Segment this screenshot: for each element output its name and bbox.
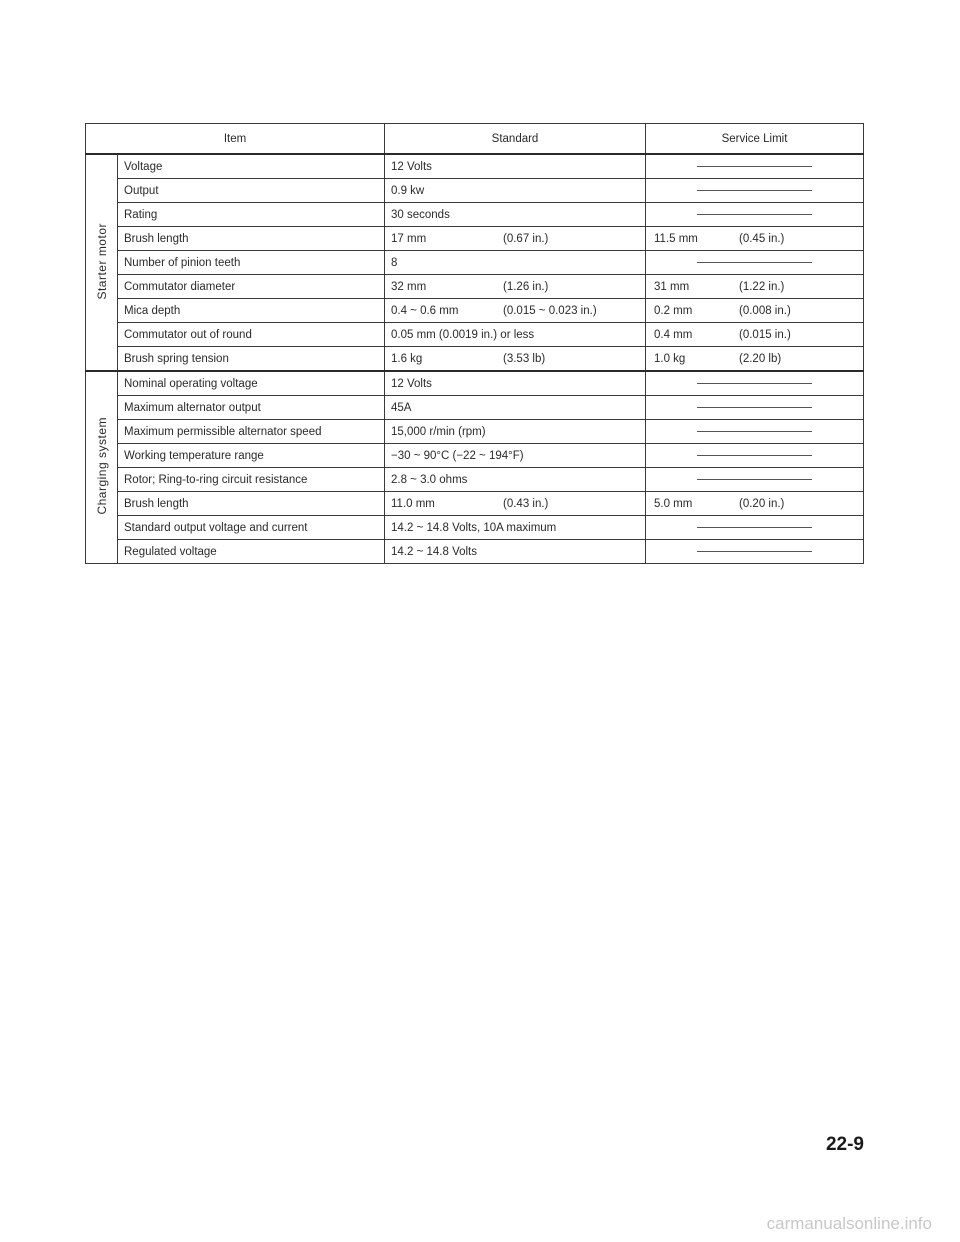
service-limit-cell — [646, 275, 864, 299]
header-item: Item — [86, 124, 385, 155]
standard-value: 32 mm — [391, 280, 427, 293]
item-cell: Output — [118, 179, 385, 203]
item-cell: Brush length — [118, 492, 385, 516]
standard-cell — [385, 371, 646, 396]
standard-value: 14.2 ~ 14.8 Volts — [391, 545, 477, 558]
item-cell: Rotor; Ring-to-ring circuit resistance — [118, 468, 385, 492]
standard-cell — [385, 251, 646, 275]
service-limit-cell — [646, 251, 864, 275]
limit-value: 0.2 mm — [654, 304, 693, 317]
table-row — [86, 179, 864, 203]
table-row — [86, 420, 864, 444]
item-cell: Regulated voltage — [118, 540, 385, 564]
item-cell: Working temperature range — [118, 444, 385, 468]
standard-cell — [385, 203, 646, 227]
standard-cell — [385, 323, 646, 347]
standard-value: −30 ~ 90°C (−22 ~ 194°F) — [391, 449, 524, 462]
table-row — [86, 203, 864, 227]
limit-value: 5.0 mm — [654, 497, 693, 510]
service-limit-cell — [646, 179, 864, 203]
limit-value: 1.0 kg — [654, 352, 686, 365]
service-limit-cell — [646, 203, 864, 227]
standard-value-inch: (3.53 lb) — [503, 352, 546, 365]
no-limit-dash — [697, 214, 812, 215]
service-limit-cell — [646, 420, 864, 444]
limit-value: 0.4 mm — [654, 328, 693, 341]
standard-value: 0.05 mm (0.0019 in.) or less — [391, 328, 535, 341]
standard-value-inch: (1.26 in.) — [503, 280, 549, 293]
service-limit-cell — [646, 396, 864, 420]
standard-value: 30 seconds — [391, 208, 450, 221]
table-row — [86, 540, 864, 564]
table-row — [86, 444, 864, 468]
service-limit-cell — [646, 444, 864, 468]
standard-cell — [385, 468, 646, 492]
limit-value-inch: (1.22 in.) — [739, 280, 785, 293]
standard-value: 14.2 ~ 14.8 Volts, 10A maximum — [391, 521, 557, 534]
table-row — [86, 275, 864, 299]
no-limit-dash — [697, 431, 812, 432]
service-limit-cell — [646, 516, 864, 540]
service-limit-cell — [646, 468, 864, 492]
standard-cell — [385, 275, 646, 299]
standard-value: 0.4 ~ 0.6 mm — [391, 304, 459, 317]
standard-value: 11.0 mm — [391, 497, 435, 510]
item-cell: Nominal operating voltage — [118, 371, 385, 396]
standard-cell — [385, 154, 646, 179]
service-limit-cell — [646, 299, 864, 323]
header-row — [86, 124, 864, 155]
standard-value: 0.9 kw — [391, 184, 425, 197]
no-limit-dash — [697, 190, 812, 191]
table-row — [86, 492, 864, 516]
table-row — [86, 299, 864, 323]
limit-value: 31 mm — [654, 280, 690, 293]
standard-value: 2.8 ~ 3.0 ohms — [391, 473, 468, 486]
standard-value: 12 Volts — [391, 377, 432, 390]
item-cell: Voltage — [118, 154, 385, 179]
standard-value: 15,000 r/min (rpm) — [391, 425, 486, 438]
watermark-text: carmanualsonline.info — [766, 1214, 932, 1233]
item-cell: Commutator diameter — [118, 275, 385, 299]
table-row — [86, 371, 864, 396]
header-standard: Standard — [385, 124, 646, 155]
item-cell: Number of pinion teeth — [118, 251, 385, 275]
limit-value-inch: (2.20 lb) — [739, 352, 782, 365]
service-limit-cell — [646, 227, 864, 251]
item-cell: Maximum alternator output — [118, 396, 385, 420]
item-cell: Rating — [118, 203, 385, 227]
standard-value-inch: (0.67 in.) — [503, 232, 549, 245]
standard-value-inch: (0.43 in.) — [503, 497, 549, 510]
standard-value-inch: (0.015 ~ 0.023 in.) — [503, 304, 597, 317]
table-row — [86, 396, 864, 420]
standard-value: 8 — [391, 256, 398, 269]
charging-system-group-label — [86, 371, 118, 564]
service-limit-cell — [646, 492, 864, 516]
item-cell: Standard output voltage and current — [118, 516, 385, 540]
standard-cell — [385, 540, 646, 564]
standard-cell — [385, 299, 646, 323]
limit-value-inch: (0.45 in.) — [739, 232, 785, 245]
no-limit-dash — [697, 383, 812, 384]
standard-value: 17 mm — [391, 232, 427, 245]
group-label-text: Starter motor — [94, 222, 109, 300]
table-row — [86, 347, 864, 372]
item-cell: Commutator out of round — [118, 323, 385, 347]
limit-value-inch: (0.008 in.) — [739, 304, 791, 317]
spec-table — [85, 123, 864, 564]
limit-value-inch: (0.20 in.) — [739, 497, 785, 510]
standard-cell — [385, 516, 646, 540]
no-limit-dash — [697, 455, 812, 456]
standard-value: 45A — [391, 401, 412, 414]
limit-value: 11.5 mm — [654, 232, 698, 245]
no-limit-dash — [697, 166, 812, 167]
service-limit-cell — [646, 347, 864, 372]
header-service-limit: Service Limit — [646, 124, 864, 155]
service-limit-cell — [646, 540, 864, 564]
service-limit-cell — [646, 154, 864, 179]
standard-cell — [385, 396, 646, 420]
standard-cell — [385, 420, 646, 444]
page-number: 22-9 — [825, 1134, 864, 1155]
standard-cell — [385, 227, 646, 251]
no-limit-dash — [697, 407, 812, 408]
table-row — [86, 154, 864, 179]
standard-value: 1.6 kg — [391, 352, 423, 365]
starter-motor-group-label — [86, 154, 118, 371]
standard-cell — [385, 492, 646, 516]
service-limit-cell — [646, 371, 864, 396]
standard-cell — [385, 347, 646, 372]
no-limit-dash — [697, 527, 812, 528]
table-row — [86, 516, 864, 540]
standard-cell — [385, 444, 646, 468]
standard-cell — [385, 179, 646, 203]
service-limit-cell — [646, 323, 864, 347]
table-row — [86, 323, 864, 347]
table-row — [86, 227, 864, 251]
group-label-text: Charging system — [94, 417, 109, 515]
no-limit-dash — [697, 551, 812, 552]
item-cell: Maximum permissible alternator speed — [118, 420, 385, 444]
item-cell: Brush spring tension — [118, 347, 385, 372]
table-row — [86, 468, 864, 492]
table-row — [86, 251, 864, 275]
item-cell: Brush length — [118, 227, 385, 251]
no-limit-dash — [697, 479, 812, 480]
item-cell: Mica depth — [118, 299, 385, 323]
no-limit-dash — [697, 262, 812, 263]
standard-value: 12 Volts — [391, 160, 432, 173]
limit-value-inch: (0.015 in.) — [739, 328, 791, 341]
